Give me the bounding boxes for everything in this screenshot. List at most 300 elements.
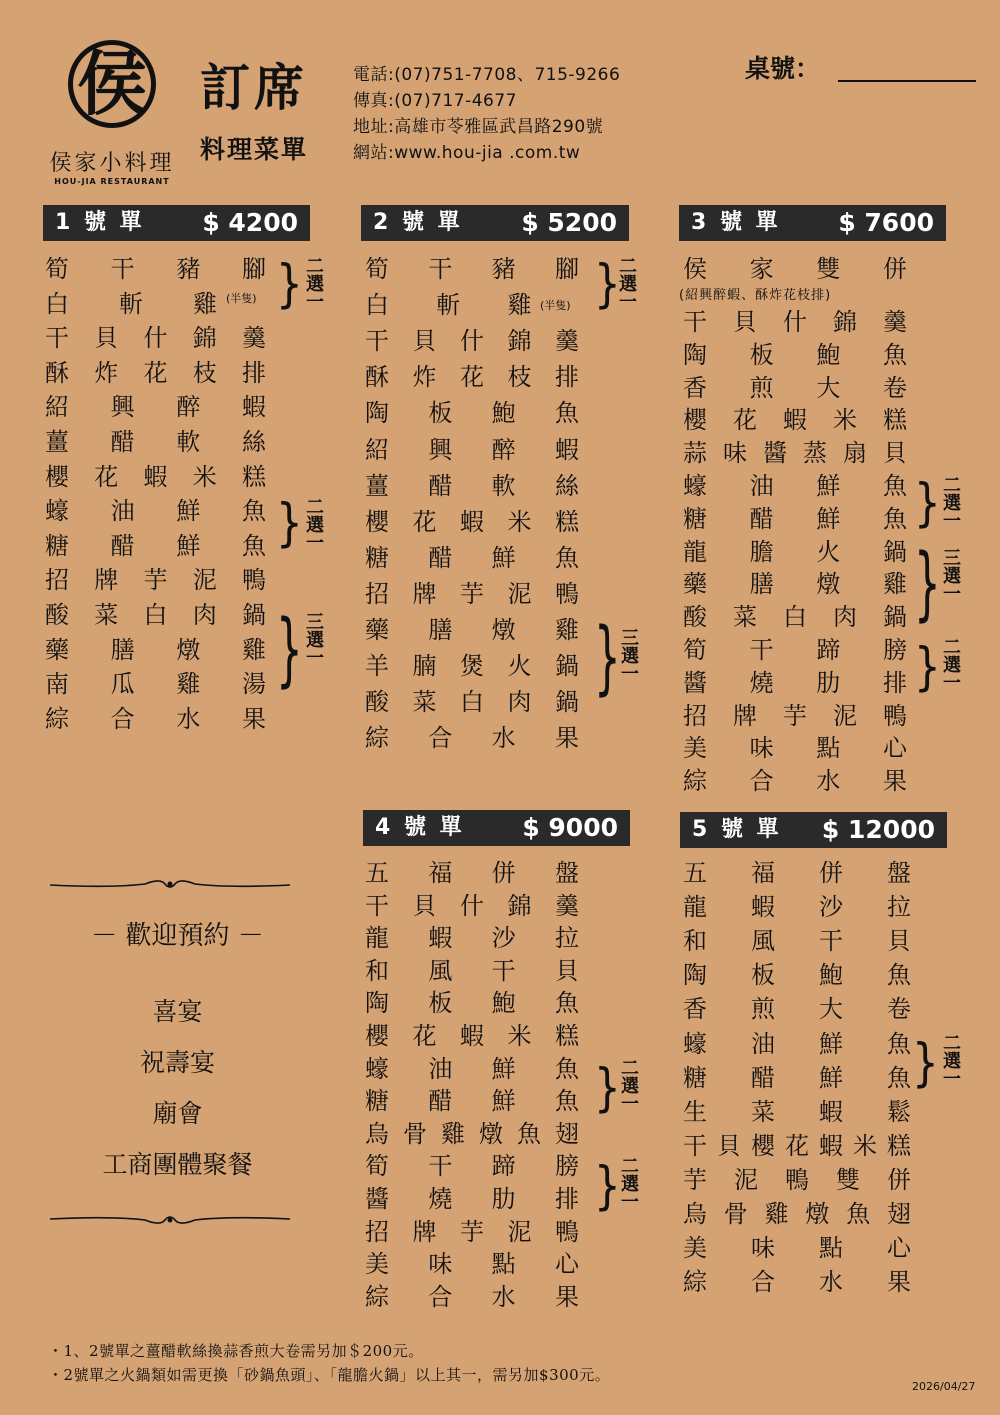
dish-char: 米 [833, 406, 857, 435]
brace-icon: } [276, 492, 303, 553]
fax: 傳真:(07)717-4677 [353, 91, 517, 111]
dish-char: 水 [491, 724, 516, 753]
dish-char: 芋 [683, 1165, 707, 1194]
dish-char: 干 [683, 308, 707, 336]
dish-item [682, 1097, 912, 1127]
dish-char: 油 [428, 1054, 453, 1083]
brand-name: 侯家小料理 [49, 151, 175, 176]
dish-char: 筍 [365, 255, 389, 283]
dish-char: 心 [887, 1234, 911, 1263]
dish-item [364, 543, 580, 573]
dish-char: 招 [45, 566, 69, 595]
dish-item [364, 1054, 580, 1084]
dish-char: 鮮 [819, 1063, 843, 1092]
dish-char: 干 [365, 327, 389, 356]
dish-char: 蝦 [819, 1097, 843, 1126]
dish-char: 糕 [555, 1022, 579, 1050]
dish-char: 紹 [365, 435, 389, 464]
dish-item [682, 504, 908, 534]
dish-char: 羹 [555, 327, 579, 356]
dish-char: 水 [176, 704, 201, 733]
dish-char: 錦 [833, 308, 857, 336]
dish-char: 干 [819, 927, 843, 956]
dish-char: 拉 [887, 893, 911, 922]
dish-char: 五 [365, 859, 389, 887]
dish-item [364, 687, 580, 717]
table-number-line[interactable] [838, 80, 976, 82]
dish-char: 錦 [507, 891, 532, 920]
dish-item [682, 602, 908, 632]
dish-item [682, 701, 908, 731]
dish-char: 白 [460, 688, 484, 717]
dish-char: 鮮 [491, 1054, 516, 1083]
dish-char: 鬆 [887, 1097, 911, 1126]
choice-label: 三選一 [940, 548, 961, 602]
dish-char: 味 [428, 1250, 453, 1279]
dish-char: 福 [751, 859, 775, 887]
dish-char: 泥 [833, 701, 857, 730]
menu-2-label: 2 號 單 [373, 210, 463, 235]
dish-char: 南 [45, 670, 69, 699]
menu-3-price: $ 7600 [838, 208, 934, 237]
dish-char: 蠔 [365, 1054, 389, 1083]
dish-char: 鍋 [882, 537, 907, 566]
dish-char: 板 [428, 399, 453, 428]
dish-char: 果 [882, 767, 907, 796]
ornament-bottom-icon [50, 1212, 290, 1226]
dish-char: 魚 [517, 1119, 541, 1148]
choice-label: 二選一 [303, 256, 324, 310]
dish-char: 芋 [460, 579, 484, 608]
dish-char: 泥 [507, 1217, 532, 1246]
dish-char: 湯 [241, 670, 266, 699]
dish-char: 干 [365, 891, 389, 920]
dish-char: 干 [491, 956, 516, 985]
dish-char: 雙 [836, 1165, 860, 1194]
dish-char: 櫻 [683, 406, 707, 435]
dish-item [682, 960, 912, 990]
dish-char: 合 [749, 767, 774, 796]
dish-char: 醋 [428, 471, 453, 500]
dish-char: 鮮 [176, 531, 201, 560]
dish-char: 併 [887, 1165, 911, 1194]
dish-item [364, 1021, 580, 1051]
dish-item [44, 358, 267, 388]
dish-char: 貝 [887, 927, 911, 956]
dish-char: 藥 [45, 635, 69, 664]
dish-char: 鮮 [816, 504, 841, 533]
dish-char: 筍 [365, 1152, 389, 1181]
dish-char: 酸 [365, 688, 389, 717]
dish-char: 鮑 [491, 989, 516, 1018]
dish-char: 什 [143, 324, 168, 353]
dish-char: 米 [192, 462, 217, 491]
dish-item [364, 1086, 580, 1116]
dish-char: 雞 [192, 289, 217, 318]
dish-char: 合 [428, 1282, 453, 1311]
brace-icon: } [594, 1155, 621, 1216]
dish-char: 油 [749, 472, 774, 500]
brace-icon: } [594, 1057, 621, 1118]
dish-char: 筍 [45, 255, 69, 283]
dish-item [682, 438, 908, 468]
dish-char: 什 [783, 308, 807, 336]
dish-char: 芋 [460, 1217, 484, 1246]
brand-name-en: HOU-JIA RESTAURANT [54, 177, 170, 186]
brace-icon: } [914, 536, 941, 630]
dish-char: 陶 [683, 340, 707, 369]
dish-char: 陶 [365, 989, 389, 1018]
dish-char: 風 [428, 956, 453, 985]
dish-char: 烏 [683, 1200, 707, 1228]
dish-char: 美 [683, 734, 707, 763]
dish-char: 香 [683, 995, 707, 1024]
dish-item [364, 1151, 580, 1181]
dish-char: 排 [882, 668, 907, 697]
dish-char: 魚 [554, 543, 579, 572]
dish-item [364, 435, 580, 465]
dish-char: 沙 [491, 924, 516, 953]
dish-char: 羹 [242, 324, 266, 353]
dish-char: 心 [554, 1250, 579, 1279]
dish-char: 蝦 [783, 406, 807, 435]
dish-char: 燒 [428, 1185, 453, 1213]
dish-char: 水 [816, 767, 841, 796]
dish-char: 果 [554, 1282, 579, 1311]
dish-char: 絲 [554, 471, 579, 500]
dish-char: 牌 [94, 566, 119, 595]
dish-char: 燉 [479, 1119, 503, 1148]
dish-item [364, 290, 532, 320]
dish-item [364, 891, 580, 921]
dish-char: 排 [242, 358, 266, 387]
dish-item [682, 471, 908, 501]
dish-char: 花 [94, 462, 119, 491]
choice-label: 三選一 [303, 612, 324, 666]
dish-char: 膳 [428, 616, 453, 644]
website[interactable]: 網站:www.hou-jia .com.tw [353, 143, 581, 163]
choice-label: 二選一 [940, 637, 961, 691]
dish-char: 菜 [751, 1097, 775, 1126]
dish-char: 板 [428, 989, 453, 1018]
dish-item [44, 427, 267, 457]
dish-char: 蝦 [460, 1022, 484, 1050]
page-subtitle: 料理菜單 [200, 135, 309, 164]
dish-char: 蝦 [143, 462, 168, 491]
dish-char: 膳 [110, 635, 135, 664]
dish-char: 糖 [365, 1087, 389, 1116]
choice-label: 二選一 [940, 475, 961, 529]
dish-char: 牌 [733, 701, 757, 730]
dish-char: 興 [110, 393, 135, 422]
dish-char: 雞 [176, 670, 201, 699]
dish-char: 白 [143, 601, 168, 629]
dish-char: 美 [683, 1234, 707, 1263]
dish-char: 米 [507, 1022, 532, 1050]
dish-item [682, 1131, 912, 1161]
dish-char: 大 [819, 995, 843, 1024]
dish-char: 糖 [45, 531, 69, 560]
dish-char: 泥 [192, 566, 217, 595]
dish-char: 貝 [554, 956, 579, 985]
dish-char: 肉 [507, 688, 532, 717]
dish-char: 煎 [751, 995, 775, 1024]
dish-char: 蝦 [819, 1131, 843, 1160]
footnote-2: ・2號單之火鍋類如需更換「砂鍋魚頭」、「龍膽火鍋」以上其一，需另加$300元。 [48, 1366, 611, 1384]
dish-char: 泥 [507, 579, 532, 608]
brace-icon: } [594, 253, 621, 314]
dish-char: 蠔 [45, 497, 69, 526]
dish-item [682, 733, 908, 763]
dish-char: 錦 [507, 327, 532, 356]
dish-char: 鮑 [819, 961, 843, 990]
dish-char: 盤 [887, 859, 911, 887]
dish-item [44, 254, 267, 284]
dish-char: 卷 [887, 995, 911, 1024]
dish-char: 藥 [683, 570, 707, 599]
dish-char: 魚 [882, 472, 907, 500]
dish-char: 和 [365, 956, 389, 985]
phone: 電話:(07)751-7708、715-9266 [353, 65, 621, 85]
dish-char: 燒 [749, 668, 774, 697]
dish-char: 蝦 [428, 924, 453, 953]
menu-4-price: $ 9000 [522, 813, 618, 842]
menu-3-header [679, 205, 946, 241]
choice-label: 三選一 [618, 628, 639, 682]
dish-item [682, 1199, 912, 1229]
choice-label: 二選一 [618, 1058, 639, 1112]
dish-item [364, 1282, 580, 1312]
dish-char: 鍋 [883, 603, 907, 632]
dish-char: 雞 [764, 1200, 789, 1228]
dish-char: 櫻 [45, 462, 69, 491]
dish-item [44, 635, 267, 665]
menu-4-header [363, 810, 630, 846]
dish-char: 蠔 [683, 472, 707, 500]
dish-char: 菜 [94, 601, 119, 629]
dish-char: 膀 [554, 1152, 579, 1181]
dish-char: 醬 [365, 1185, 389, 1213]
dish-char: 鮮 [491, 543, 516, 572]
dish-item [682, 668, 908, 698]
logo-icon: 侯 [77, 42, 147, 125]
dish-item [682, 254, 908, 284]
dish-char: 翅 [886, 1200, 911, 1228]
menu-2-note: (半隻) [540, 299, 571, 312]
menu-1-note: (半隻) [226, 292, 257, 305]
dish-char: 鮮 [491, 1087, 516, 1116]
page-title: 訂席 [200, 59, 308, 117]
dish-char: 陶 [365, 399, 389, 428]
dish-char: 干 [683, 1131, 707, 1160]
dish-char: 菜 [412, 688, 437, 717]
brace-icon: } [276, 602, 303, 696]
dish-char: 白 [783, 603, 807, 632]
dish-char: 併 [491, 859, 516, 887]
dish-char: 醋 [751, 1063, 775, 1092]
dish-char: 糖 [683, 1063, 707, 1092]
dish-item [364, 1249, 580, 1279]
dish-char: 羹 [555, 891, 579, 920]
dish-char: 酥 [45, 358, 69, 387]
dish-char: 蒜 [683, 439, 707, 468]
dish-char: 米 [853, 1131, 877, 1160]
dish-char: 果 [554, 724, 579, 753]
dish-char: 綜 [683, 767, 707, 796]
menu-5-price: $ 12000 [821, 815, 935, 844]
dish-char: 福 [428, 859, 453, 887]
dish-item [364, 362, 580, 392]
dish-char: 點 [491, 1250, 516, 1279]
dish-char: 貝 [883, 439, 907, 468]
dish-char: 鍋 [242, 601, 266, 629]
choice-label: 二選一 [616, 256, 637, 310]
dish-char: 味 [751, 1234, 775, 1263]
dish-char: 和 [683, 927, 707, 956]
dish-item [364, 507, 580, 537]
dish-char: 魚 [554, 1087, 579, 1116]
dish-char: 翅 [555, 1119, 579, 1148]
dish-char: 味 [749, 734, 774, 763]
brace-icon: } [914, 636, 941, 697]
dish-char: 雙 [816, 255, 841, 283]
dish-char: 魚 [887, 961, 911, 990]
dish-char: 果 [887, 1268, 911, 1297]
dish-char: 合 [751, 1268, 775, 1297]
dish-char: 酸 [683, 603, 707, 632]
dish-char: 醬 [683, 668, 707, 697]
dish-char: 斬 [436, 291, 461, 320]
dish-item [364, 923, 580, 953]
dish-char: 軟 [491, 471, 516, 500]
dish-char: 絲 [241, 428, 266, 456]
dish-char: 蝦 [241, 393, 266, 422]
menu-3-label: 3 號 單 [691, 210, 781, 235]
dish-char: 腳 [554, 255, 579, 283]
choice-label: 二選一 [940, 1033, 961, 1087]
dish-char: 龍 [365, 924, 389, 953]
dish-char: 醋 [749, 504, 774, 533]
dish-item [44, 531, 267, 561]
dish-char: 魚 [887, 1063, 911, 1092]
dish-char: 雞 [507, 291, 532, 320]
dish-char: 鮑 [816, 340, 841, 369]
dish-char: 醉 [176, 393, 201, 422]
dish-char: 什 [460, 327, 484, 356]
dish-char: 花 [143, 358, 168, 387]
dish-char: 煲 [460, 652, 484, 681]
dish-char: 軟 [176, 428, 201, 456]
dish-char: 花 [733, 406, 757, 435]
dish-char: 炸 [94, 358, 119, 387]
dish-item [682, 1233, 912, 1263]
dish-char: 醋 [110, 531, 135, 560]
dish-item [682, 405, 908, 435]
dish-char: 鴨 [242, 566, 266, 595]
dish-char: 鮮 [816, 472, 841, 500]
choice-label: 二選一 [303, 497, 324, 551]
dish-char: 蒸 [803, 439, 827, 468]
dish-char: 興 [428, 435, 453, 464]
dish-item [682, 307, 908, 337]
dish-char: 油 [751, 1029, 775, 1058]
dish-char: 什 [460, 891, 484, 920]
dish-char: 水 [491, 1282, 516, 1311]
dish-item [364, 723, 580, 753]
dish-char: 鴨 [555, 1217, 579, 1246]
dish-char: 火 [507, 652, 532, 681]
dish-char: 糕 [883, 406, 907, 435]
dish-char: 醋 [428, 1087, 453, 1116]
dish-char: 骨 [403, 1119, 427, 1148]
dish-char: 燉 [176, 635, 201, 664]
menu-2-price: $ 5200 [521, 208, 617, 237]
dish-item [364, 326, 580, 356]
dish-char: 烏 [365, 1119, 389, 1148]
dish-char: 藥 [365, 616, 389, 644]
dish-char: 蠔 [683, 1029, 707, 1058]
dish-char: 扇 [843, 439, 867, 468]
dish-char: 排 [555, 363, 579, 392]
dish-char: 花 [785, 1131, 809, 1160]
dish-item [364, 579, 580, 609]
dish-char: 貝 [733, 308, 757, 336]
dish-char: 蹄 [816, 636, 841, 664]
dish-char: 糕 [555, 507, 579, 536]
dish-char: 水 [819, 1268, 843, 1297]
dish-item [44, 392, 267, 422]
dish-item [364, 956, 580, 986]
dish-char: 綜 [365, 724, 389, 753]
dish-char: 魚 [554, 989, 579, 1018]
dish-char: 炸 [412, 363, 437, 392]
dish-char: 味 [723, 439, 747, 468]
dish-char: 香 [683, 373, 707, 402]
dish-char: 薑 [365, 471, 389, 500]
dish-char: 家 [749, 255, 774, 283]
dish-char: 羹 [883, 308, 907, 336]
dish-char: 醋 [110, 428, 135, 456]
dish-char: 花 [412, 507, 437, 536]
dish-char: 貝 [94, 324, 119, 353]
dish-char: 腩 [412, 652, 437, 681]
dish-item [682, 766, 908, 796]
contact-info [353, 62, 620, 166]
dish-char: 雞 [554, 616, 579, 644]
dish-char: 雞 [241, 635, 266, 664]
dish-char: 肋 [491, 1185, 516, 1213]
dish-item [44, 289, 218, 319]
dish-char: 牌 [412, 1217, 437, 1246]
dish-char: 酸 [45, 601, 69, 629]
dish-item [364, 1119, 580, 1149]
dish-char: 干 [45, 324, 69, 353]
brace-icon: } [912, 1032, 939, 1093]
dish-char: 豬 [491, 255, 516, 283]
dish-item [682, 926, 912, 956]
dish-char: 板 [749, 340, 774, 369]
dish-item [44, 704, 267, 734]
dish-char: 鍋 [555, 688, 579, 717]
dish-item [364, 471, 580, 501]
dish-item [364, 1184, 580, 1214]
dish-char: 花 [460, 363, 484, 392]
dish-char: 肉 [833, 603, 857, 632]
event-item: 廟會 [152, 1099, 203, 1128]
dish-char: 鮑 [491, 399, 516, 428]
dish-char: 芋 [783, 701, 807, 730]
dish-char: 沙 [819, 893, 843, 922]
